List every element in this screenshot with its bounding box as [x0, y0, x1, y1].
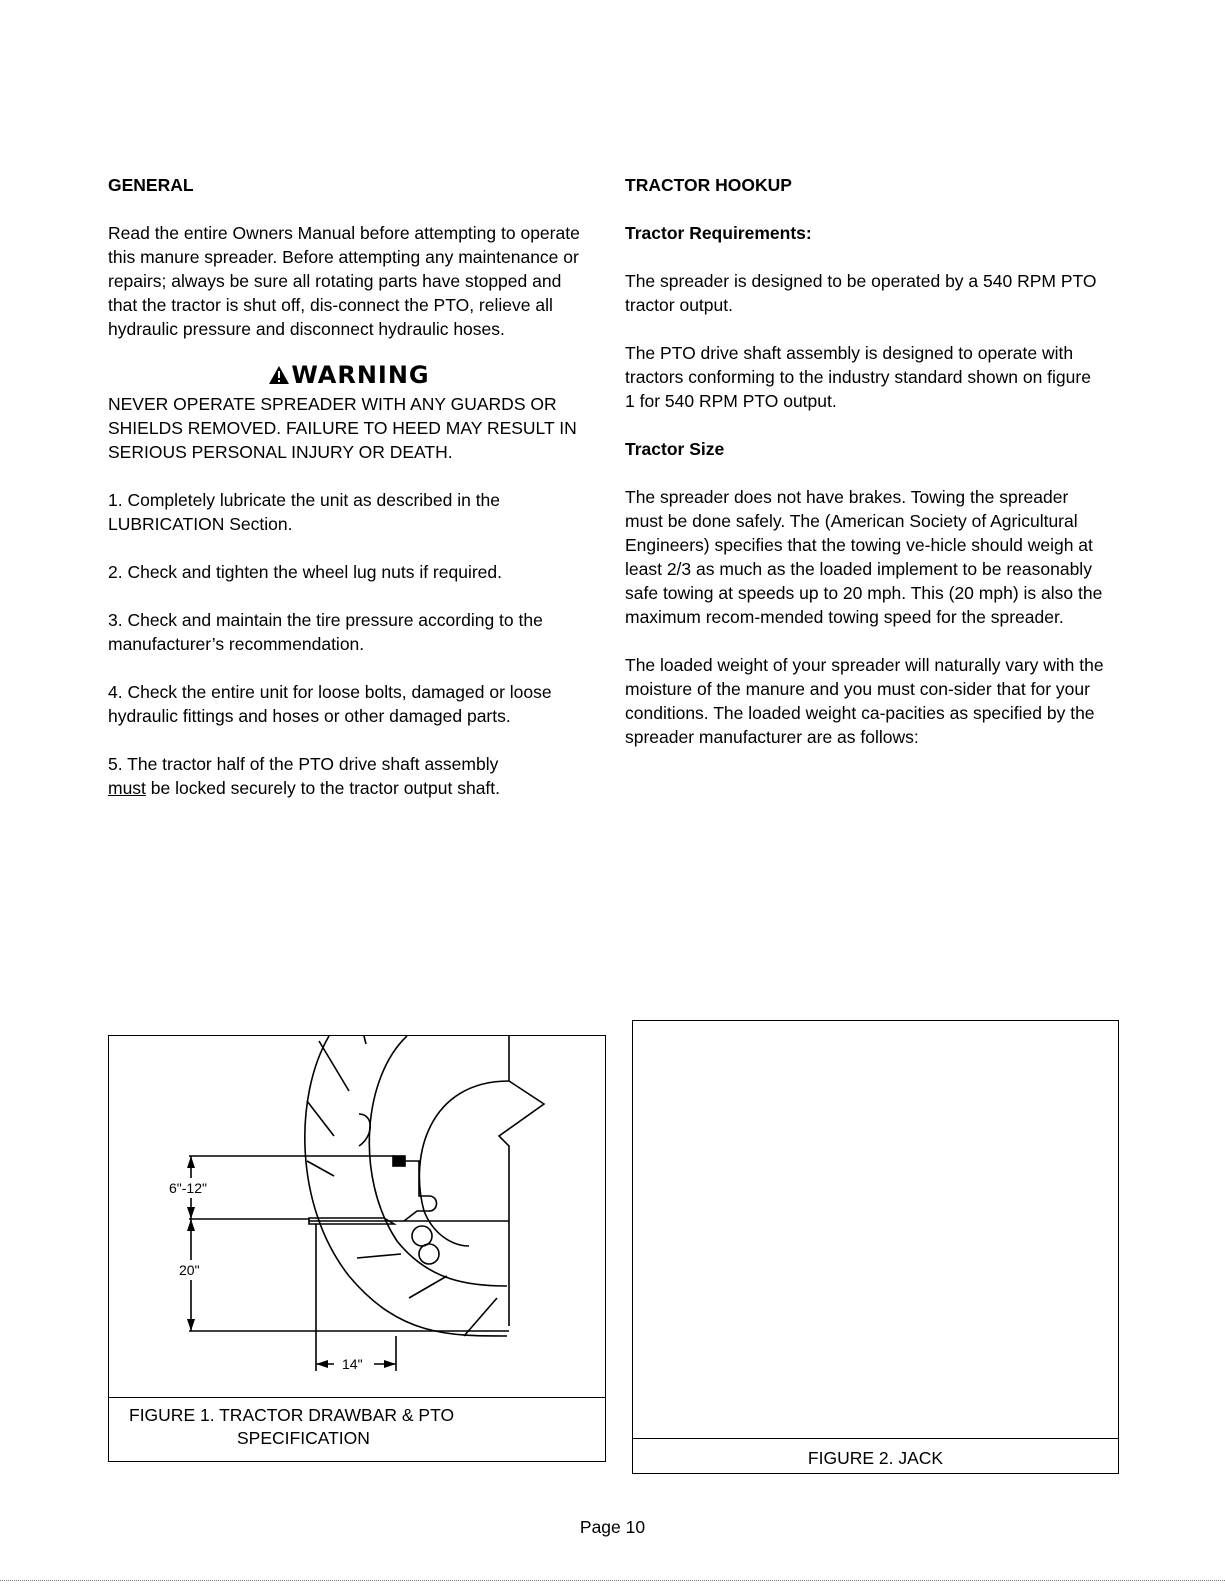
step-3: 3. Check and maintain the tire pressure according to the manufacturer’s recommendation.	[108, 610, 543, 654]
step-1: 1. Completely lubricate the unit as described in the LUBRICATION Section.	[108, 490, 501, 534]
warning-title-text: WARNING	[291, 361, 430, 389]
tractor-size-paragraph-1: The spreader does not have brakes. Towing the spreader must be done safely. The (American Society of Agricultural Engineers) specifies that the towing ve-hicle should weigh at least 2/3 as much as the loaded implement to be reasonably safe towing at speeds up to 20 mph. This (20 mph) is also the maximum recom-mended towing speed for the spreader.	[625, 487, 1103, 627]
subheading-tractor-size: Tractor Size	[625, 439, 725, 459]
step-2: 2. Check and tighten the wheel lug nuts if required.	[108, 562, 502, 582]
left-column	[108, 173, 590, 800]
step-5	[108, 752, 590, 800]
requirements-paragraph-1: The spreader is designed to be operated by a 540 RPM PTO tractor output.	[625, 271, 1097, 315]
figure-1-drawbar-pto	[108, 1035, 606, 1462]
step-5-start: 5. The tractor half of the PTO drive shaft assembly	[108, 754, 499, 774]
right-column	[625, 173, 1105, 749]
subheading-tractor-requirements: Tractor Requirements:	[625, 223, 812, 243]
figure-1-caption	[109, 1397, 605, 1461]
warning-text: NEVER OPERATE SPREADER WITH ANY GUARDS OR SHIELDS REMOVED. FAILURE TO HEED MAY RESULT IN SERIOUS PERSONAL INJURY OR DEATH.	[108, 394, 577, 462]
drawbar-pto-diagram	[109, 1036, 605, 1398]
figure-1-caption-line-1: FIGURE 1. TRACTOR DRAWBAR & PTO	[129, 1405, 455, 1425]
section-heading-tractor-hookup: TRACTOR HOOKUP	[625, 175, 792, 195]
requirements-paragraph-2: The PTO drive shaft assembly is designed to operate with tractors conforming to the industry standard shown on figure 1 for 540 RPM PTO output.	[625, 343, 1091, 411]
scan-edge-divider	[0, 1580, 1225, 1582]
dim-drawbar-height: 6"-12"	[169, 1180, 207, 1196]
figure-2-jack	[632, 1020, 1119, 1474]
step-5-end: be locked securely to the tractor output shaft.	[145, 778, 501, 798]
dim-pto-height: 20"	[179, 1262, 200, 1278]
warning-triangle-icon	[268, 365, 290, 385]
figure-1-caption-line-2: SPECIFICATION	[237, 1428, 370, 1448]
section-heading-general: GENERAL	[108, 175, 194, 195]
step-5-emphasis: must	[108, 778, 146, 798]
page-number: Page 10	[579, 1517, 646, 1537]
tractor-size-paragraph-2: The loaded weight of your spreader will naturally vary with the moisture of the manure and you must con-sider that for your conditions. The loaded weight ca-pacities as specified by the spreader manufacturer are as follows:	[625, 655, 1104, 747]
figure-2-caption: FIGURE 2. JACK	[633, 1438, 1118, 1473]
general-intro-paragraph: Read the entire Owners Manual before attempting to operate this manure spreader. Before attempting any maintenance or repairs; always be sure all rotating parts have stopped and that the tractor is shut off, dis-connect the PTO, relieve all hydraulic pressure and disconnect hydraulic hoses.	[108, 223, 580, 339]
warning-title	[108, 361, 590, 389]
dim-pto-offset: 14"	[342, 1356, 363, 1372]
step-4: 4. Check the entire unit for loose bolts, damaged or loose hydraulic fittings and hoses or other damaged parts.	[108, 682, 552, 726]
